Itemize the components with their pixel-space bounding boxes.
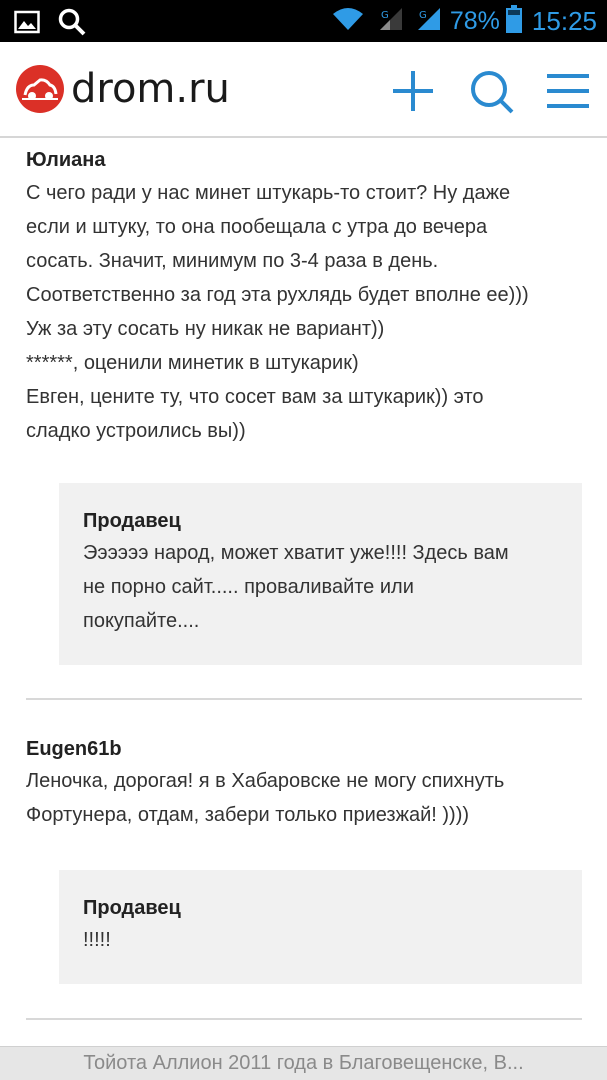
comment-text: Леночка, дорогая! я в Хабаровске не могу спихнуть Фортунера, отдам, забери только приезжай! )))) xyxy=(26,770,505,826)
page-title: Тойота Аллион 2011 года в Благовещенске, В... xyxy=(83,1052,524,1074)
logo-car-icon xyxy=(16,65,64,113)
clock: 15:25 xyxy=(531,5,597,36)
add-icon xyxy=(390,68,436,114)
search-button[interactable] xyxy=(468,68,514,114)
logo[interactable] xyxy=(16,65,230,113)
logo-text: drom.ru xyxy=(71,66,230,112)
image-icon xyxy=(14,10,40,39)
page-title-bar[interactable] xyxy=(0,1046,607,1080)
add-button[interactable] xyxy=(390,68,436,114)
app-header xyxy=(0,42,607,138)
battery-percent: 78% xyxy=(449,6,500,35)
menu-button[interactable] xyxy=(545,68,591,114)
svg-text:G: G xyxy=(418,9,427,21)
comment-author[interactable]: Юлиана xyxy=(26,149,106,171)
signal-icon xyxy=(416,6,442,37)
divider xyxy=(26,698,582,700)
wifi-icon xyxy=(332,6,364,37)
comment-author[interactable]: Eugen61b xyxy=(26,738,122,760)
reply-author: Продавец xyxy=(83,510,181,532)
search-icon xyxy=(58,8,86,41)
battery-icon xyxy=(506,5,522,38)
seller-reply xyxy=(59,483,582,665)
svg-text:G: G xyxy=(380,9,389,21)
signal-icon xyxy=(378,6,404,37)
comment-text: С чего ради у нас минет штукарь-то стоит? Ну даже если и штуку, то она пообещала с утра до вечера сосать. Значит, минимум по 3-4 раза в день. Соответственно за год эта рухлядь будет вполне ее))) Уж за эту сосать ну никак не вариант)) ******, оценили минетик в штукарик) Евген, цените ту, что сосет вам за штукарик)) это сладко устроились вы)) xyxy=(26,182,529,442)
search-icon xyxy=(468,68,514,114)
reply-text: Ээээээ народ, может хватит уже!!!! Здесь вам не порно сайт..... проваливайте или покупайте.... xyxy=(83,542,509,632)
menu-icon xyxy=(545,68,591,114)
divider xyxy=(26,1018,582,1020)
reply-author: Продавец xyxy=(83,897,181,919)
seller-reply xyxy=(59,870,582,984)
status-bar xyxy=(0,0,607,42)
reply-text: !!!!! xyxy=(83,929,111,951)
